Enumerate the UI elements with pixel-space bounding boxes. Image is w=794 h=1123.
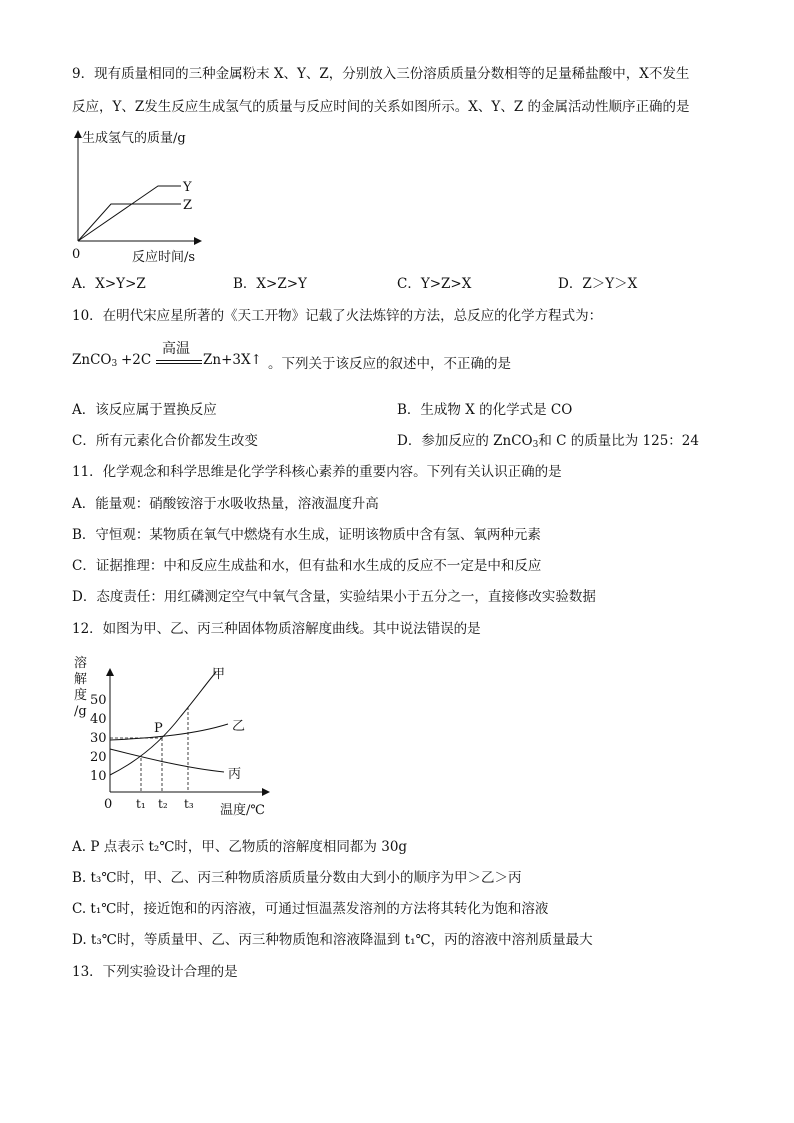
q12-ytick-30: 30	[90, 731, 107, 746]
q9-option-d: D．Z＞Y＞X	[558, 276, 638, 292]
q11-option-b: B．守恒观：某物质在氧气中燃烧有水生成，证明该物质中含有氢、氧两种元素	[72, 527, 541, 543]
q10-eq-arrow-line-top	[156, 360, 202, 361]
q9-curve-z	[78, 204, 181, 241]
q9-x-label: 反应时间/s	[132, 250, 196, 265]
q12-label-p: P	[154, 721, 163, 736]
q12-origin: 0	[104, 797, 113, 812]
q12-option-d: D. t₃℃时，等质量甲、乙、丙三种物质饱和溶液降温到 t₁℃，丙的溶液中溶剂质量最大	[72, 932, 593, 948]
q9-stem-line2: 反应，Y、Z发生反应生成氢气的质量与反应时间的关系如图所示。X、Y、Z 的金属活动性顺序正确的是	[72, 99, 690, 115]
q12-option-a: A. P 点表示 t₂℃时，甲、乙物质的溶解度相同都为 30g	[72, 839, 408, 855]
q10-stem-line1: 10．在明代宋应星所著的《天工开物》记载了火法炼锌的方法，总反应的化学方程式为：	[72, 308, 603, 324]
q12-y-label-char-4: /g	[74, 704, 87, 719]
q12-ytick-20: 20	[90, 750, 107, 765]
q9-option-a: A．X>Y>Z	[72, 276, 146, 292]
q11-stem: 11．化学观念和科学思维是化学学科核心素养的重要内容。下列有关认识正确的是	[72, 464, 562, 480]
q9-chart	[66, 128, 226, 268]
q11-option-a: A．能量观：硝酸铵溶于水吸收热量，溶液温度升高	[72, 496, 379, 512]
q12-y-label-char-2: 解	[74, 672, 88, 687]
q12-option-b: B. t₃℃时，甲、乙、丙三种物质溶质质量分数由大到小的顺序为甲＞乙＞丙	[72, 870, 522, 886]
q9-option-b: B．X>Z>Y	[233, 276, 307, 292]
q12-label-bing: 丙	[228, 767, 242, 782]
q12-label-jia: 甲	[212, 667, 226, 682]
q12-ytick-40: 40	[90, 712, 107, 727]
q12-chart	[66, 652, 296, 824]
q10-eq-arrow-line-bottom	[156, 363, 202, 364]
q10-option-a: A．该反应属于置换反应	[72, 402, 217, 418]
q9-option-c: C．Y>Z>X	[397, 276, 472, 292]
q13-stem: 13．下列实验设计合理的是	[72, 964, 238, 980]
q12-option-c: C. t₁℃时，接近饱和的丙溶液，可通过恒温蒸发溶剂的方法将其转化为饱和溶液	[72, 901, 549, 917]
q12-xtick-t3: t₃	[184, 797, 194, 811]
q10-option-c: C．所有元素化合价都发生改变	[72, 433, 258, 449]
q9-origin: 0	[72, 247, 81, 262]
q9-y-label: 生成氢气的质量/g	[82, 131, 186, 146]
q10-eq-reactant-znco3: ZnCO$_3$	[72, 352, 118, 369]
q12-xtick-t1: t₁	[136, 797, 146, 811]
q10-eq-products: Zn+3X↑	[203, 352, 262, 368]
q12-ytick-10: 10	[90, 769, 107, 784]
q10-option-b: B．生成物 X 的化学式是 CO	[397, 402, 573, 418]
q12-curve-bing	[110, 749, 224, 772]
q12-x-label: 温度/℃	[220, 803, 265, 818]
q11-option-d: D．态度责任：用红磷测定空气中氧气含量，实验结果小于五分之一，直接修改实验数据	[72, 589, 596, 605]
q9-stem-line1: 9．现有质量相同的三种金属粉末 X、Y、Z，分别放入三份溶质质量分数相等的足量稀盐酸中，X不发生	[72, 66, 690, 82]
q10-eq-condition: 高温	[162, 341, 190, 357]
q12-ytick-50: 50	[90, 693, 107, 708]
q12-y-label-char-3: 度	[74, 688, 88, 703]
q12-curve-yi	[110, 724, 228, 740]
q12-xtick-t2: t₂	[158, 797, 168, 811]
q9-curve-y	[78, 186, 181, 241]
q12-curve-jia	[110, 672, 216, 775]
q10-option-d: D．参加反应的 ZnCO$_3$和 C 的质量比为 125：24	[397, 433, 699, 450]
q10-eq-tail: 。下列关于该反应的叙述中，不正确的是	[268, 356, 511, 372]
q9-label-y: Y	[183, 180, 192, 195]
q9-label-z: Z	[183, 198, 193, 213]
q12-stem: 12．如图为甲、乙、丙三种固体物质溶解度曲线。其中说法错误的是	[72, 621, 481, 637]
q11-option-c: C．证据推理：中和反应生成盐和水，但有盐和水生成的反应不一定是中和反应	[72, 558, 542, 574]
q12-label-yi: 乙	[232, 719, 246, 734]
q10-eq-reactant-c: +2C	[121, 352, 152, 368]
q12-y-label-char-1: 溶	[74, 656, 88, 671]
